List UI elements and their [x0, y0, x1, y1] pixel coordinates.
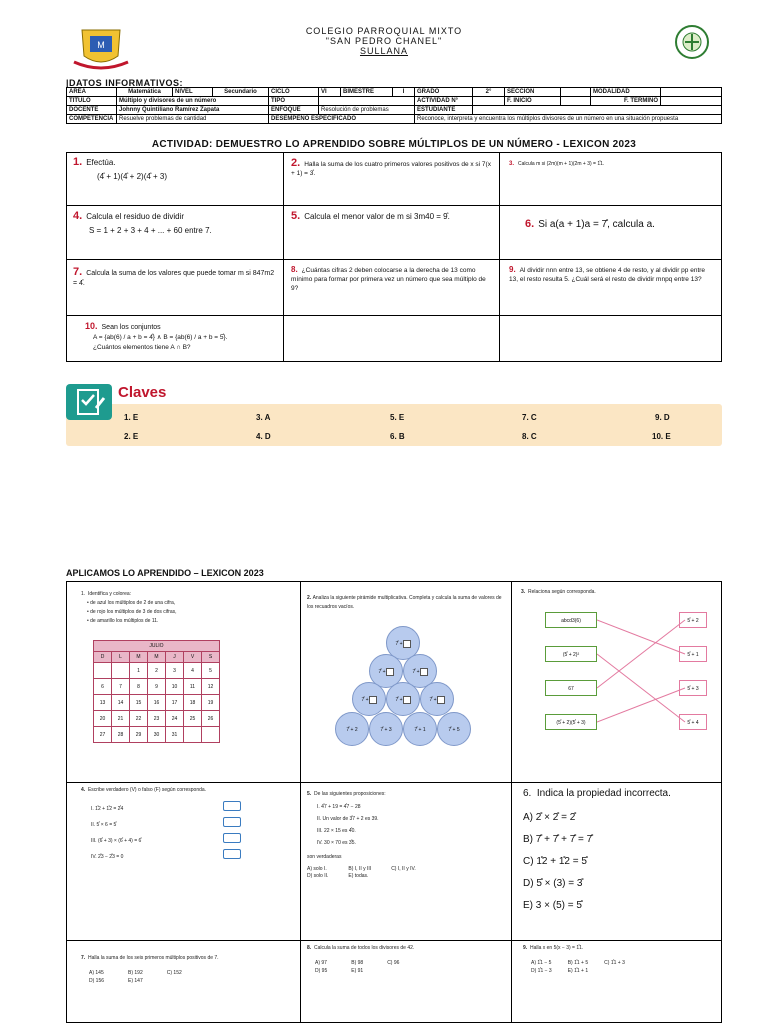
apply-question-7: [81, 954, 296, 985]
match-right-box: 5̊ + 1: [679, 646, 707, 662]
option[interactable]: A) 1̊1 − 5: [531, 960, 552, 966]
pyramid-ball: [386, 682, 420, 716]
option[interactable]: B) I, II y III: [348, 866, 372, 872]
problem-text: Sean los conjuntos: [101, 324, 161, 331]
question-text: Analiza la siguiente pirámide multiplicativa. Completa y calcula la suma de valores de los recuadros vacíos.: [307, 595, 502, 610]
option[interactable]: E) 3 × (5) = 5̊: [523, 900, 582, 911]
problem-7: [73, 267, 278, 289]
calendar-cell[interactable]: 10: [166, 679, 184, 695]
calendar-cell[interactable]: 20: [94, 711, 112, 727]
info-cell: ACTIVIDAD N°: [415, 97, 473, 106]
calendar-cell[interactable]: 21: [112, 711, 130, 727]
problem-number: 5.: [291, 210, 301, 222]
answer-key-item: 1. E: [124, 413, 139, 422]
calendar-cell[interactable]: 9: [148, 679, 166, 695]
question-number: 1.: [81, 591, 86, 597]
info-cell[interactable]: [561, 88, 591, 97]
option[interactable]: B) 7̊ + 7̊ + 7̊ = 7̊: [523, 834, 593, 845]
calendar-cell[interactable]: 15: [130, 695, 148, 711]
empty-box[interactable]: [369, 696, 377, 704]
answer-key-item: 6. B: [390, 432, 405, 441]
problem-text: ¿Cuántas cifras 2 deben colocarse a la derecha de 13 como mínimo para formar por primera vez un número que sea múltiplo de 9?: [291, 267, 486, 292]
calendar-cell[interactable]: 12: [202, 679, 220, 695]
calendar-cell[interactable]: 29: [130, 727, 148, 743]
matching-lines: [597, 612, 687, 732]
calendar-cell[interactable]: 27: [94, 727, 112, 743]
empty-box[interactable]: [386, 668, 394, 676]
calendar-cell[interactable]: 4: [184, 663, 202, 679]
calendar-day-header: J: [166, 652, 184, 663]
info-cell: Reconoce, interpreta y encuentra los múltiplos divisores de un número en una situación propuesta: [415, 115, 722, 124]
option[interactable]: D) solo II.: [307, 873, 329, 879]
question-number: 7.: [81, 955, 86, 961]
calendar-cell[interactable]: [184, 727, 202, 743]
school-name: COLEGIO PARROQUIAL MIXTO: [305, 26, 463, 36]
bullet: de amarillo los múltiplos de 11.: [90, 618, 159, 624]
info-cell[interactable]: [661, 88, 722, 97]
problem-text: Halla la suma de los cuatro primeros valores positivos de x si 7(x + 1) = 3̊.: [291, 161, 491, 177]
calendar-cell[interactable]: 14: [112, 695, 130, 711]
calendar-cell[interactable]: 1: [130, 663, 148, 679]
problem-4: [73, 211, 278, 236]
info-cell: AREA: [67, 88, 117, 97]
calendar-cell[interactable]: 24: [166, 711, 184, 727]
answer-box[interactable]: [223, 817, 241, 827]
pyramid-ball: [352, 682, 386, 716]
question-text: De las siguientes proposiciones:: [313, 791, 386, 797]
info-cell: BIMESTRE: [341, 88, 393, 97]
calendar-july: [93, 640, 220, 743]
svg-text:M: M: [97, 40, 105, 50]
info-cell: MODALIDAD: [591, 88, 661, 97]
answer-key-title: Claves: [118, 384, 167, 401]
option[interactable]: C) 1̊1 + 3: [604, 960, 625, 966]
pyramid-ball: [437, 712, 471, 746]
pyramid-label: 7̊ +: [395, 641, 403, 647]
apply-question-1: 1. Identifica y colorea: • de azul los múltiplos de 2 de una cifra, • de rojo los múltiplos de 3 de dos cifras, • de amarillo los múltiplos de 11.: [81, 591, 177, 624]
info-cell: ENFOQUE: [269, 106, 319, 115]
problem-text: Calcula el menor valor de m si 3m40 = 9̊.: [304, 212, 450, 221]
option[interactable]: C) 96: [387, 960, 400, 966]
option[interactable]: E) 147: [128, 978, 143, 984]
problem-number: 10.: [85, 321, 98, 331]
answer-box[interactable]: [223, 849, 241, 859]
school-city: SULLANA: [359, 46, 409, 56]
calendar-cell[interactable]: 7: [112, 679, 130, 695]
empty-box[interactable]: [403, 696, 411, 704]
question-text: Identifica y colorea:: [87, 591, 132, 597]
question-number: 6.: [523, 788, 532, 799]
problem-1: [73, 157, 278, 182]
calendar-day-header: M: [130, 652, 148, 663]
calendar-cell[interactable]: 22: [130, 711, 148, 727]
option[interactable]: C) 1̊2 + 1̊2 = 5̊: [523, 856, 587, 867]
calendar-cell[interactable]: 13: [94, 695, 112, 711]
proposition: II. Un valor de 3̊7 + 2 es 39.: [317, 816, 379, 822]
question-text: Relaciona según corresponda.: [527, 589, 596, 595]
problem-text: Calcula el residuo de dividir: [86, 212, 185, 221]
info-cell: Resuelve problemas de cantidad: [117, 115, 269, 124]
match-right-box: 5̊ + 4: [679, 714, 707, 730]
proposition: III. 22 × 15 es 4̊0.: [317, 828, 356, 834]
proposition: IV. 30 × 70 es 3̊5.: [317, 840, 356, 846]
problem-2: [291, 159, 491, 178]
statement: IV. 2̊3 − 2̊3 = 0: [91, 854, 124, 860]
question-text: Escribe verdadero (V) o falso (F) según corresponda.: [87, 787, 207, 793]
problem-expression: (4̊ + 1)(4̊ + 2)(4̊ + 3): [97, 172, 168, 181]
statement: I. 1̊2 + 1̊2 = 2̊4: [91, 806, 124, 812]
activity-title: ACTIVIDAD: DEMUESTRO LO APRENDIDO SOBRE MÚLTIPLOS DE UN NÚMERO - LEXICON 2023: [151, 139, 637, 150]
problem-text: Si a(a + 1)a = 7̊, calcula a.: [538, 219, 655, 230]
option[interactable]: D) 1̊1 − 3: [531, 968, 552, 974]
school-header: [0, 26, 768, 56]
calendar-day-header: V: [184, 652, 202, 663]
question-subtext: son verdaderas: [307, 854, 342, 860]
info-cell: Secundario: [213, 88, 269, 97]
info-cell[interactable]: [319, 97, 415, 106]
question-number: 4.: [81, 787, 86, 793]
calendar-cell[interactable]: 19: [202, 695, 220, 711]
info-cell[interactable]: [661, 97, 722, 106]
apply-grid: [66, 581, 722, 1023]
empty-box[interactable]: [403, 640, 411, 648]
answer-key-item: 5. E: [390, 413, 405, 422]
problem-number: 8.: [291, 265, 298, 274]
calendar-cell[interactable]: 11: [184, 679, 202, 695]
problem-number: 4.: [73, 210, 83, 222]
info-cell: COMPETENCIA: [67, 115, 117, 124]
option[interactable]: B) 192: [128, 970, 143, 976]
option[interactable]: E) 91: [351, 968, 364, 974]
problem-expression: A = {ab(6) / a + b = 4̊} ∧ B = {ab(6) / a + b = 5̊}.: [93, 334, 228, 341]
problem-text: Al dividir nnn entre 13, se obtiene 4 de resto, y al dividir pp entre 13, el resto resulta 5. ¿Cuál será el resto de dividir mnpq entre 13?: [509, 267, 706, 283]
info-cell: I: [393, 88, 415, 97]
option[interactable]: A) 97: [315, 960, 327, 966]
proposition: I. 4̊7 + 19 = 4̊7 − 28: [317, 804, 361, 810]
pyramid-ball: [335, 712, 369, 746]
calendar-cell[interactable]: 30: [148, 727, 166, 743]
apply-question-4: [81, 786, 296, 865]
info-cell: CICLO: [269, 88, 319, 97]
option[interactable]: E) todas.: [348, 873, 369, 879]
calendar-cell[interactable]: [94, 663, 112, 679]
info-cell[interactable]: [473, 97, 505, 106]
problem-number: 7.: [73, 266, 83, 278]
info-cell: DESEMPEÑO ESPECIFICADO: [269, 115, 415, 124]
apply-question-5: [307, 790, 507, 880]
question-number: 3.: [521, 589, 526, 595]
question-text: Halla x en 5(x − 3) = 1̊1.: [529, 945, 584, 951]
calendar-cell[interactable]: [202, 727, 220, 743]
info-cell: F. TERMINO: [591, 97, 661, 106]
info-cell: Matemática: [117, 88, 173, 97]
option[interactable]: D) 95: [315, 968, 328, 974]
checklist-icon: [66, 384, 112, 420]
calendar-day-header: D: [94, 652, 112, 663]
statement: III. (6̊ + 3) × (6̊ + 4) = 6̊: [91, 838, 142, 844]
problem-9: [509, 265, 714, 284]
activity-grid: [66, 152, 722, 362]
problem-text: Efectúa.: [86, 158, 116, 167]
pyramid-ball: [369, 712, 403, 746]
option[interactable]: D) 5̊ × (3) = 3̊: [523, 878, 583, 889]
info-cell: Johnny Quintiliano Ramírez Zapata: [117, 106, 269, 115]
answer-key-item: 7. C: [522, 413, 537, 422]
info-cell: 2°: [473, 88, 505, 97]
problem-text: Calcula m si (2m)(m + 1)(2m + 3) = 1̊1.: [518, 161, 605, 167]
calendar-cell[interactable]: 26: [202, 711, 220, 727]
info-cell: VI: [319, 88, 341, 97]
option[interactable]: C) 152: [166, 970, 182, 976]
problem-expression: S = 1 + 2 + 3 + 4 + ... + 60 entre 7.: [89, 226, 212, 235]
info-title: |DATOS INFORMATIVOS:: [66, 78, 184, 88]
answer-key-item: 4. D: [256, 432, 271, 441]
info-cell: ESTUDIANTE: [415, 106, 473, 115]
empty-box[interactable]: [437, 696, 445, 704]
apply-question-8: [307, 944, 507, 975]
option[interactable]: C) I, II y IV.: [391, 866, 416, 872]
apply-question-2: [307, 594, 507, 612]
question-text: Indica la propiedad incorrecta.: [536, 788, 671, 799]
problem-number: 6.: [525, 218, 535, 230]
info-cell: NIVEL: [173, 88, 213, 97]
calendar-month: JULIO: [94, 641, 220, 652]
pyramid-label: 7̊ +: [395, 697, 403, 703]
pyramid-label: 7̊ + 3: [380, 727, 392, 733]
problem-number: 2.: [291, 157, 301, 169]
calendar-cell[interactable]: 23: [148, 711, 166, 727]
info-cell[interactable]: [561, 97, 591, 106]
option[interactable]: E) 1̊1 + 1: [567, 968, 589, 974]
calendar-cell[interactable]: [112, 663, 130, 679]
calendar-cell[interactable]: 3: [166, 663, 184, 679]
pyramid-label: 7̊ +: [412, 669, 420, 675]
question-number: 5.: [307, 791, 312, 797]
apply-title: APLICAMOS LO APRENDIDO – LEXICON 2023: [66, 568, 264, 578]
problem-8: [291, 265, 491, 293]
calendar-day-header: L: [112, 652, 130, 663]
apply-question-3: [521, 588, 716, 597]
answer-key-item: 9. D: [655, 413, 670, 422]
question-number: 8.: [307, 945, 312, 951]
problem-number: 1.: [73, 156, 83, 168]
match-left-box: (5̊ + 2)²: [545, 646, 597, 662]
pyramid-label: 7̊ + 5: [448, 727, 460, 733]
pyramid-label: 7̊ + 1: [414, 727, 426, 733]
pyramid-label: 7̊ +: [361, 697, 369, 703]
answer-box[interactable]: [223, 833, 241, 843]
match-right-box: 5̊ + 3: [679, 680, 707, 696]
bullet: de azul los múltiplos de 2 de una cifra,: [90, 600, 176, 606]
calendar-cell[interactable]: 18: [184, 695, 202, 711]
calendar-cell[interactable]: 16: [148, 695, 166, 711]
calendar-cell[interactable]: 25: [184, 711, 202, 727]
option[interactable]: B) 1̊1 + 5: [567, 960, 589, 966]
school-subname: "SAN PEDRO CHANEL": [325, 36, 443, 46]
bullet: de rojo los múltiplos de 3 de dos cifras,: [90, 609, 177, 615]
option[interactable]: A) 145: [89, 970, 104, 976]
info-cell: DOCENTE: [67, 106, 117, 115]
statement: II. 5̊ × 6 = 5̊: [91, 822, 117, 828]
calendar-cell[interactable]: 2: [148, 663, 166, 679]
apply-question-9: [523, 944, 718, 975]
problem-number: 3.: [509, 161, 515, 167]
info-cell: SECCION: [505, 88, 561, 97]
calendar-day-header: M: [148, 652, 166, 663]
calendar-cell[interactable]: 28: [112, 727, 130, 743]
problem-5: [291, 211, 491, 222]
pyramid-ball: [403, 712, 437, 746]
problem-6: [525, 219, 720, 230]
answer-key-item: 2. E: [124, 432, 139, 441]
answer-key-item: 3. A: [256, 413, 271, 422]
problem-question: ¿Cuántos elementos tiene A ∩ B?: [93, 344, 191, 351]
problem-10: [85, 321, 280, 353]
pyramid-label: 7̊ +: [378, 669, 386, 675]
pyramid-label: 7̊ +: [429, 697, 437, 703]
question-text: Halla la suma de los seis primeros múltiplos positivos de 7.: [87, 955, 219, 961]
answer-box[interactable]: [223, 801, 241, 811]
pyramid-ball: [420, 682, 454, 716]
answer-key-item: 10. E: [652, 432, 671, 441]
problem-3: [509, 161, 714, 168]
option[interactable]: A) solo I.: [307, 866, 327, 872]
calendar-day-header: S: [202, 652, 220, 663]
calendar-cell[interactable]: 5: [202, 663, 220, 679]
pyramid-label: 7̊ + 2: [346, 727, 358, 733]
problem-text: Calcula la suma de los valores que puede tomar m si 847m2 = 4̊.: [73, 270, 275, 287]
answer-key-item: 8. C: [522, 432, 537, 441]
match-left-box: abcd3(6): [545, 612, 597, 628]
option[interactable]: A) 2̊ × 2̊ = 2̊: [523, 812, 576, 823]
calendar-cell[interactable]: 6: [94, 679, 112, 695]
question-text: Calcula la suma de todos los divisores de 42.: [313, 945, 415, 951]
match-left-box: 67: [545, 680, 597, 696]
info-cell: Múltiplo y divisores de un número: [117, 97, 269, 106]
info-table: [66, 87, 722, 124]
info-cell[interactable]: [473, 106, 722, 115]
option[interactable]: B) 98: [351, 960, 364, 966]
match-left-box: (5̊ + 2)(5̊ + 3): [545, 714, 597, 730]
calendar-cell[interactable]: 8: [130, 679, 148, 695]
calendar-cell[interactable]: 31: [166, 727, 184, 743]
option[interactable]: D) 156: [89, 978, 105, 984]
apply-question-6: [523, 788, 718, 917]
info-cell: TITULO: [67, 97, 117, 106]
empty-box[interactable]: [420, 668, 428, 676]
question-number: 2.: [307, 595, 312, 601]
problem-number: 9.: [509, 265, 516, 274]
question-number: 9.: [523, 945, 528, 951]
match-right-box: 5̊ + 2: [679, 612, 707, 628]
info-cell: Resolución de problemas: [319, 106, 415, 115]
calendar-cell[interactable]: 17: [166, 695, 184, 711]
info-cell: TIPO: [269, 97, 319, 106]
info-cell: F. INICIO: [505, 97, 561, 106]
info-cell: GRADO: [415, 88, 473, 97]
